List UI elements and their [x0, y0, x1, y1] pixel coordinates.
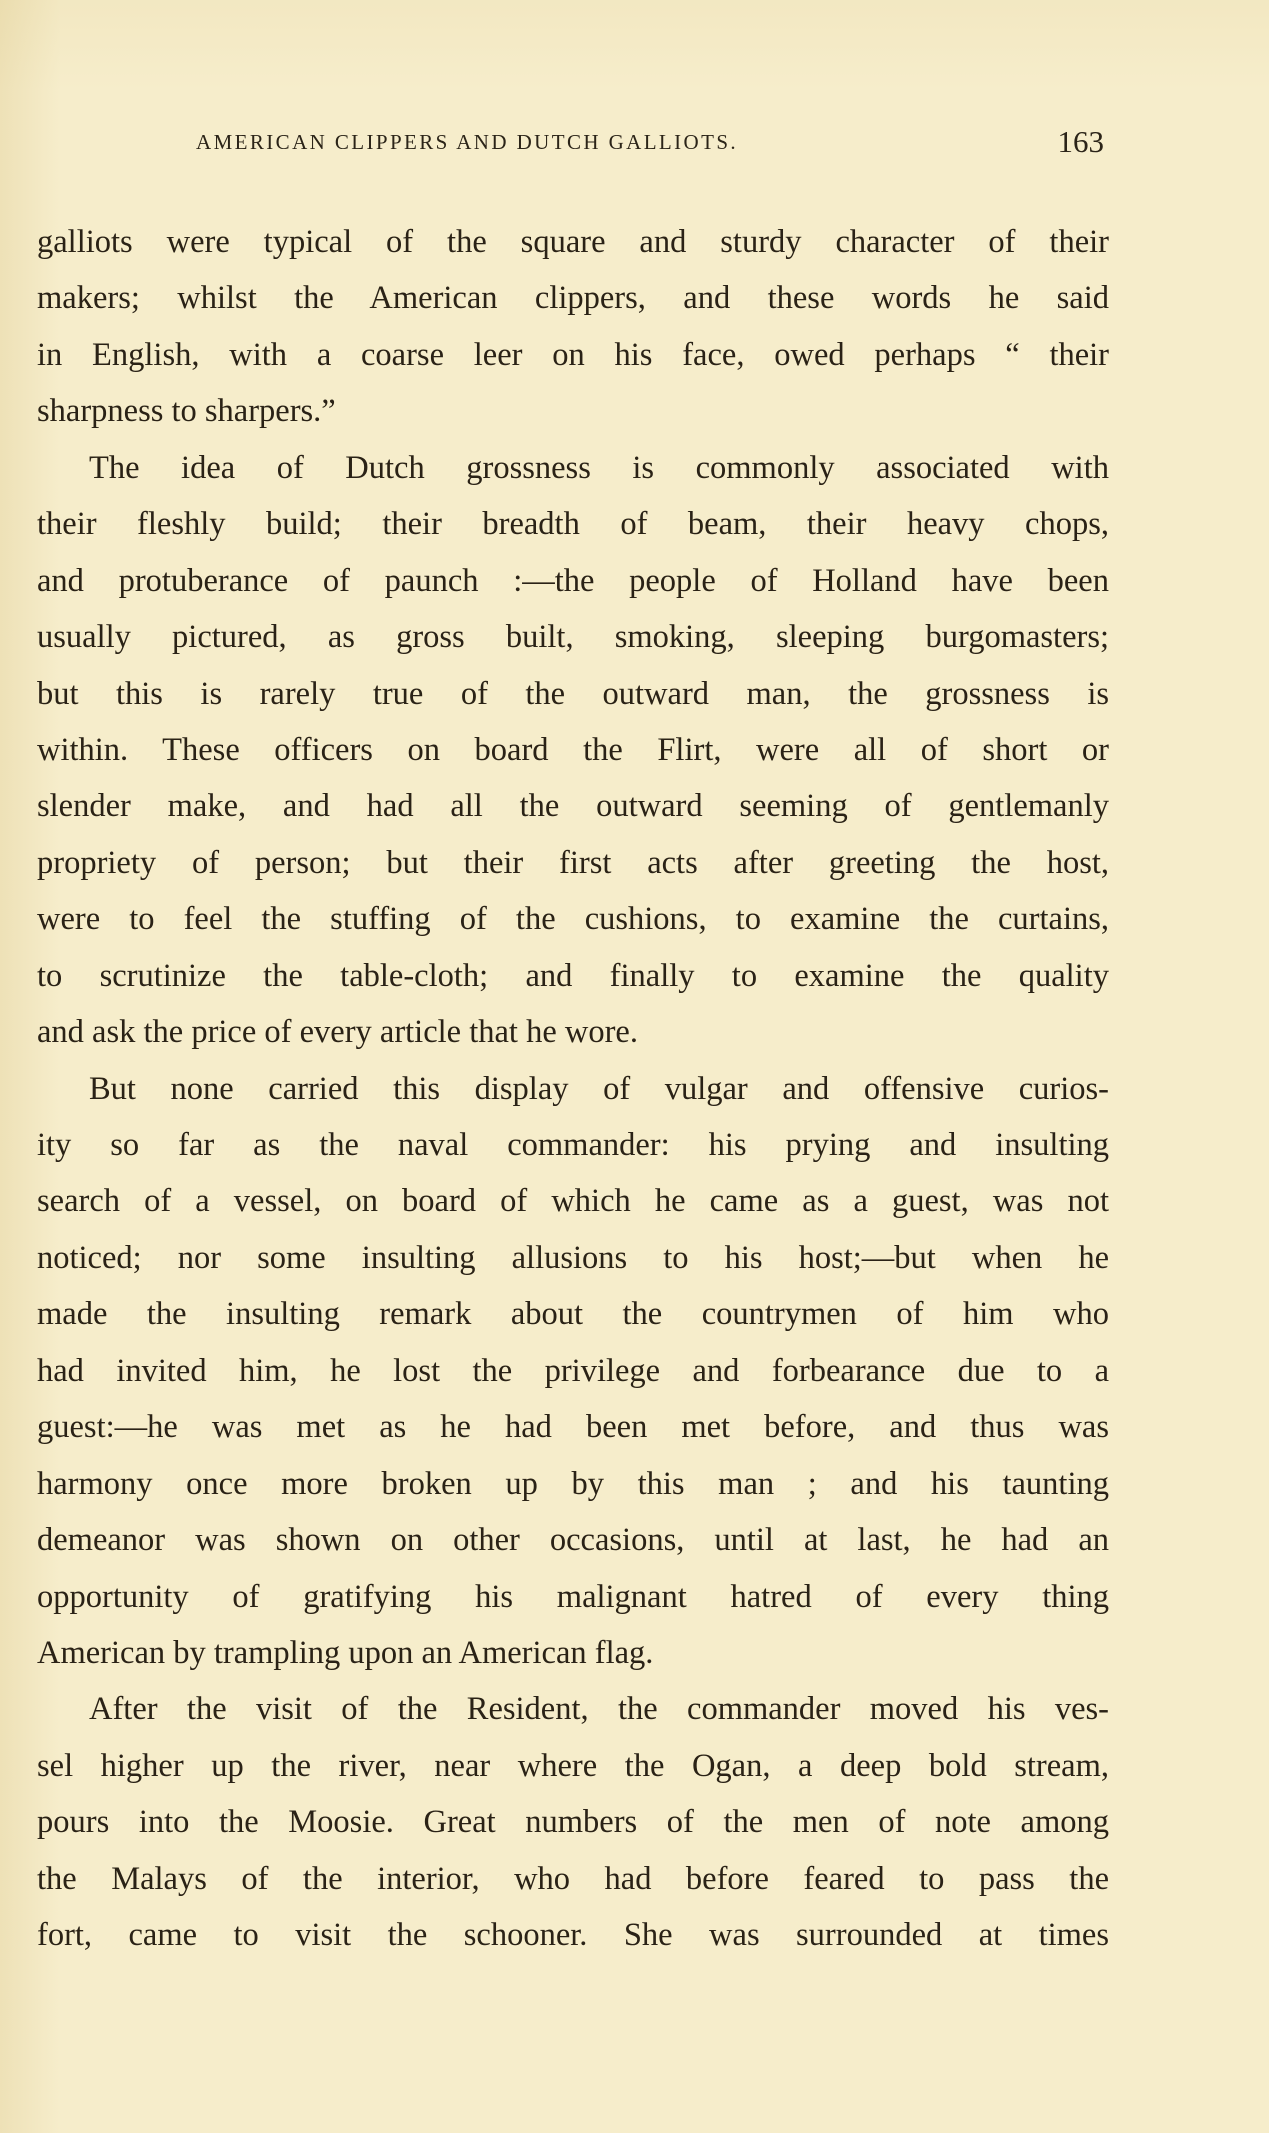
- text-line: their fleshly build; their breadth of beam, their heavy chops,: [37, 506, 1109, 543]
- text-line: made the insulting remark about the countrymen of him who: [37, 1296, 1109, 1333]
- page-number: 163: [1057, 124, 1104, 159]
- text-line: opportunity of gratifying his malignant hatred of every thing: [37, 1578, 1109, 1615]
- text-line: pours into the Moosie. Great numbers of the men of note among: [37, 1804, 1109, 1841]
- text-line: American by trampling upon an American flag.: [37, 1634, 654, 1671]
- text-line: the Malays of the interior, who had before feared to pass the: [37, 1860, 1109, 1897]
- text-line: The idea of Dutch grossness is commonly associated with: [89, 449, 1109, 486]
- text-line: in English, with a coarse leer on his face, owed perhaps “ their: [37, 336, 1109, 373]
- text-line: and protuberance of paunch :—the people of Holland have been: [37, 562, 1109, 599]
- text-line: had invited him, he lost the privilege and forbearance due to a: [37, 1352, 1109, 1389]
- text-line: sharpness to sharpers.”: [37, 393, 336, 430]
- text-line: demeanor was shown on other occasions, until at last, he had an: [37, 1522, 1109, 1559]
- text-line: galliots were typical of the square and sturdy character of their: [37, 224, 1109, 260]
- text-line: After the visit of the Resident, the commander moved his ves-: [89, 1691, 1109, 1728]
- running-title: AMERICAN CLIPPERS AND DUTCH GALLIOTS.: [196, 130, 739, 154]
- text-line: and ask the price of every article that he wore.: [37, 1014, 638, 1051]
- text-line: slender make, and had all the outward seeming of gentlemanly: [37, 788, 1109, 825]
- text-line: guest:—he was met as he had been met before, and thus was: [37, 1409, 1109, 1446]
- text-line: harmony once more broken up by this man ; and his taunting: [37, 1465, 1109, 1502]
- text-line: makers; whilst the American clippers, and these words he said: [37, 280, 1109, 317]
- text-line: usually pictured, as gross built, smoking, sleeping burgomasters;: [37, 619, 1109, 656]
- text-line: but this is rarely true of the outward man, the grossness is: [37, 675, 1109, 712]
- text-line: search of a vessel, on board of which he came as a guest, was not: [37, 1183, 1109, 1220]
- running-header: [196, 124, 1104, 164]
- text-line: sel higher up the river, near where the Ogan, a deep bold stream,: [37, 1747, 1109, 1784]
- text-line: fort, came to visit the schooner. She was surrounded at times: [37, 1917, 1109, 1954]
- text-line: to scrutinize the table-cloth; and finally to examine the quality: [37, 957, 1109, 994]
- text-line: noticed; nor some insulting allusions to his host;—but when he: [37, 1239, 1109, 1276]
- text-line: were to feel the stuffing of the cushions, to examine the curtains,: [37, 901, 1109, 938]
- text-line: But none carried this display of vulgar and offensive curios-: [89, 1070, 1109, 1107]
- text-line: ity so far as the naval commander: his prying and insulting: [37, 1127, 1109, 1163]
- text-line: propriety of person; but their first acts after greeting the host,: [37, 844, 1109, 881]
- body-text: [37, 214, 1109, 1964]
- text-line: within. These officers on board the Flirt, were all of short or: [37, 731, 1109, 768]
